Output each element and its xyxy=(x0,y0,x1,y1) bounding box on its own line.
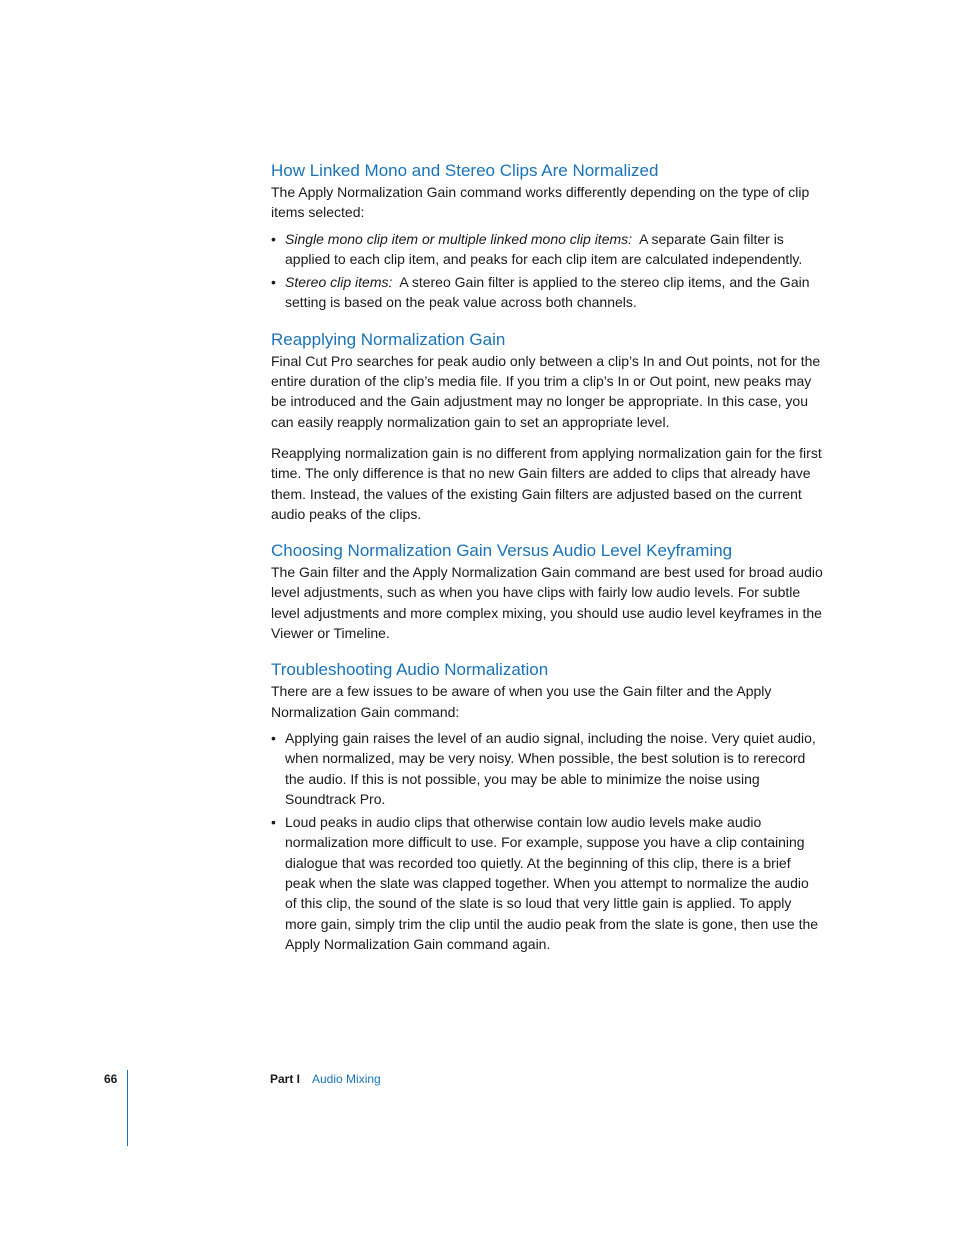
paragraph: The Gain filter and the Apply Normalization Gain command are best used for broad audio level adjustments, such as when you have clips with fairly low audio levels. For subtle level adjustments and more complex mixing, you should use audio level keyframes in the Viewer or Timeline. xyxy=(271,564,823,642)
bullet-text: Applying gain raises the level of an audio signal, including the noise. Very quiet audio, when normalized, may be very noisy. When possible, the best solution is to rerecord the audio. If this is not possible, you may be able to minimize the noise using Soundtrack Pro. xyxy=(285,729,816,807)
bullet-glyph: • xyxy=(271,814,276,831)
section-linked-mono-stereo xyxy=(271,160,823,313)
footer-divider xyxy=(127,1070,128,1146)
list-item xyxy=(271,728,823,809)
bullet-text: A stereo Gain filter is applied to the stereo clip items, and the Gain setting is based on the peak value across both channels. xyxy=(285,274,810,311)
list-item xyxy=(271,812,823,954)
paragraph: The Apply Normalization Gain command works differently depending on the type of clip items selected: xyxy=(271,184,810,221)
paragraph: There are a few issues to be aware of when you use the Gain filter and the Apply Normalization Gain command: xyxy=(271,683,772,720)
bullet-term: Stereo clip items: xyxy=(285,274,393,291)
section-heading: Choosing Normalization Gain Versus Audio Level Keyframing xyxy=(271,541,733,561)
footer-chapter-label: Audio Mixing xyxy=(312,1072,381,1086)
section-heading: How Linked Mono and Stereo Clips Are Normalized xyxy=(271,161,659,180)
bullet-list xyxy=(271,728,823,954)
list-item xyxy=(271,272,823,313)
bullet-list xyxy=(271,229,823,313)
section-troubleshooting xyxy=(271,659,823,954)
page-number: 66 xyxy=(104,1072,118,1086)
bullet-glyph: • xyxy=(271,274,276,291)
section-heading: Reapplying Normalization Gain xyxy=(271,329,506,349)
bullet-term: Single mono clip item or multiple linked mono clip items: xyxy=(285,230,633,247)
footer-part-label: Part I xyxy=(270,1072,301,1086)
bullet-glyph: • xyxy=(271,729,276,746)
section-gain-vs-keyframing xyxy=(271,540,823,643)
section-reapplying-gain xyxy=(271,329,823,524)
bullet-text: Loud peaks in audio clips that otherwise contain low audio levels make audio normalization more difficult to use. For example, suppose you have a clip containing dialogue that was recorded too quietly. At the beginning of this clip, there is a brief peak when the slate was clapped together. When you attempt to normalize the audio of this clip, the sound of the slate is so loud that very little gain is applied. To apply more gain, simply trim the clip until the audio peak from the slate is gone, then use the Apply Normalization Gain command again. xyxy=(285,814,819,952)
bullet-glyph: • xyxy=(271,230,276,247)
section-heading: Troubleshooting Audio Normalization xyxy=(271,660,549,680)
paragraph: Reapplying normalization gain is no different from applying normalization gain for the first time. The only difference is that no new Gain filters are added to clips that already have them. Instead, the values of the existing Gain filters are adjusted based on the current audio peaks of the clips. xyxy=(271,444,822,522)
list-item xyxy=(271,229,823,270)
paragraph: Final Cut Pro searches for peak audio only between a clip’s In and Out points, not for the entire duration of the clip’s media file. If you trim a clip’s In or Out point, new peaks may be introduced and the Gain adjustment may no longer be appropriate. In this case, you can easily reapply normalization gain to set an appropriate level. xyxy=(271,352,821,430)
page-content xyxy=(271,160,823,970)
bullet-text: A separate Gain filter is applied to each clip item, and peaks for each clip item are calculated independently. xyxy=(285,230,803,267)
